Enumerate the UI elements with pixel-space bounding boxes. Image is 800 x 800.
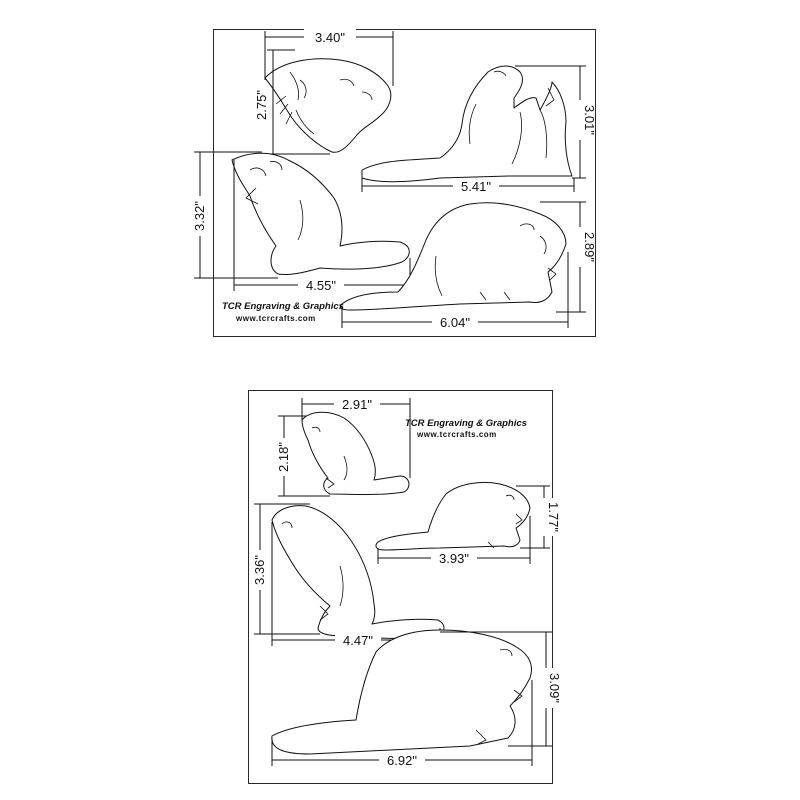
tall-height-label: 3.36" <box>252 555 267 585</box>
stump-width-label: 5.41" <box>461 179 491 194</box>
small-beaver-outline <box>302 412 409 494</box>
tall-beaver-outline <box>272 506 444 639</box>
small-width-label: 2.91" <box>342 397 372 412</box>
tall-width-label: 4.47" <box>343 633 373 648</box>
bottom-brand-name: TCR Engraving & Graphics <box>405 418 527 429</box>
beaver-head-outline <box>265 59 391 153</box>
head-height-label: 2.75" <box>254 90 269 120</box>
top-brand-name: TCR Engraving & Graphics <box>222 301 344 312</box>
large-height-label: 3.09" <box>547 673 562 703</box>
medium-width-label: 3.93" <box>439 551 469 566</box>
small-height-label: 2.18" <box>276 442 291 472</box>
bottom-brand-website: www.tcrcrafts.com <box>417 430 497 439</box>
stump-height-label: 3.01" <box>582 105 597 135</box>
large-width-label: 6.92" <box>387 753 417 768</box>
sitting-width-label: 4.55" <box>306 278 336 293</box>
large-beaver-outline <box>272 630 532 754</box>
top-brand-website: www.tcrcrafts.com <box>236 314 316 323</box>
walking-height-label: 2.89" <box>582 232 597 262</box>
sitting-height-label: 3.32" <box>192 201 207 231</box>
walking-width-label: 6.04" <box>440 315 470 330</box>
medium-height-label: 1.77" <box>546 502 561 532</box>
head-width-label: 3.40" <box>315 30 345 45</box>
